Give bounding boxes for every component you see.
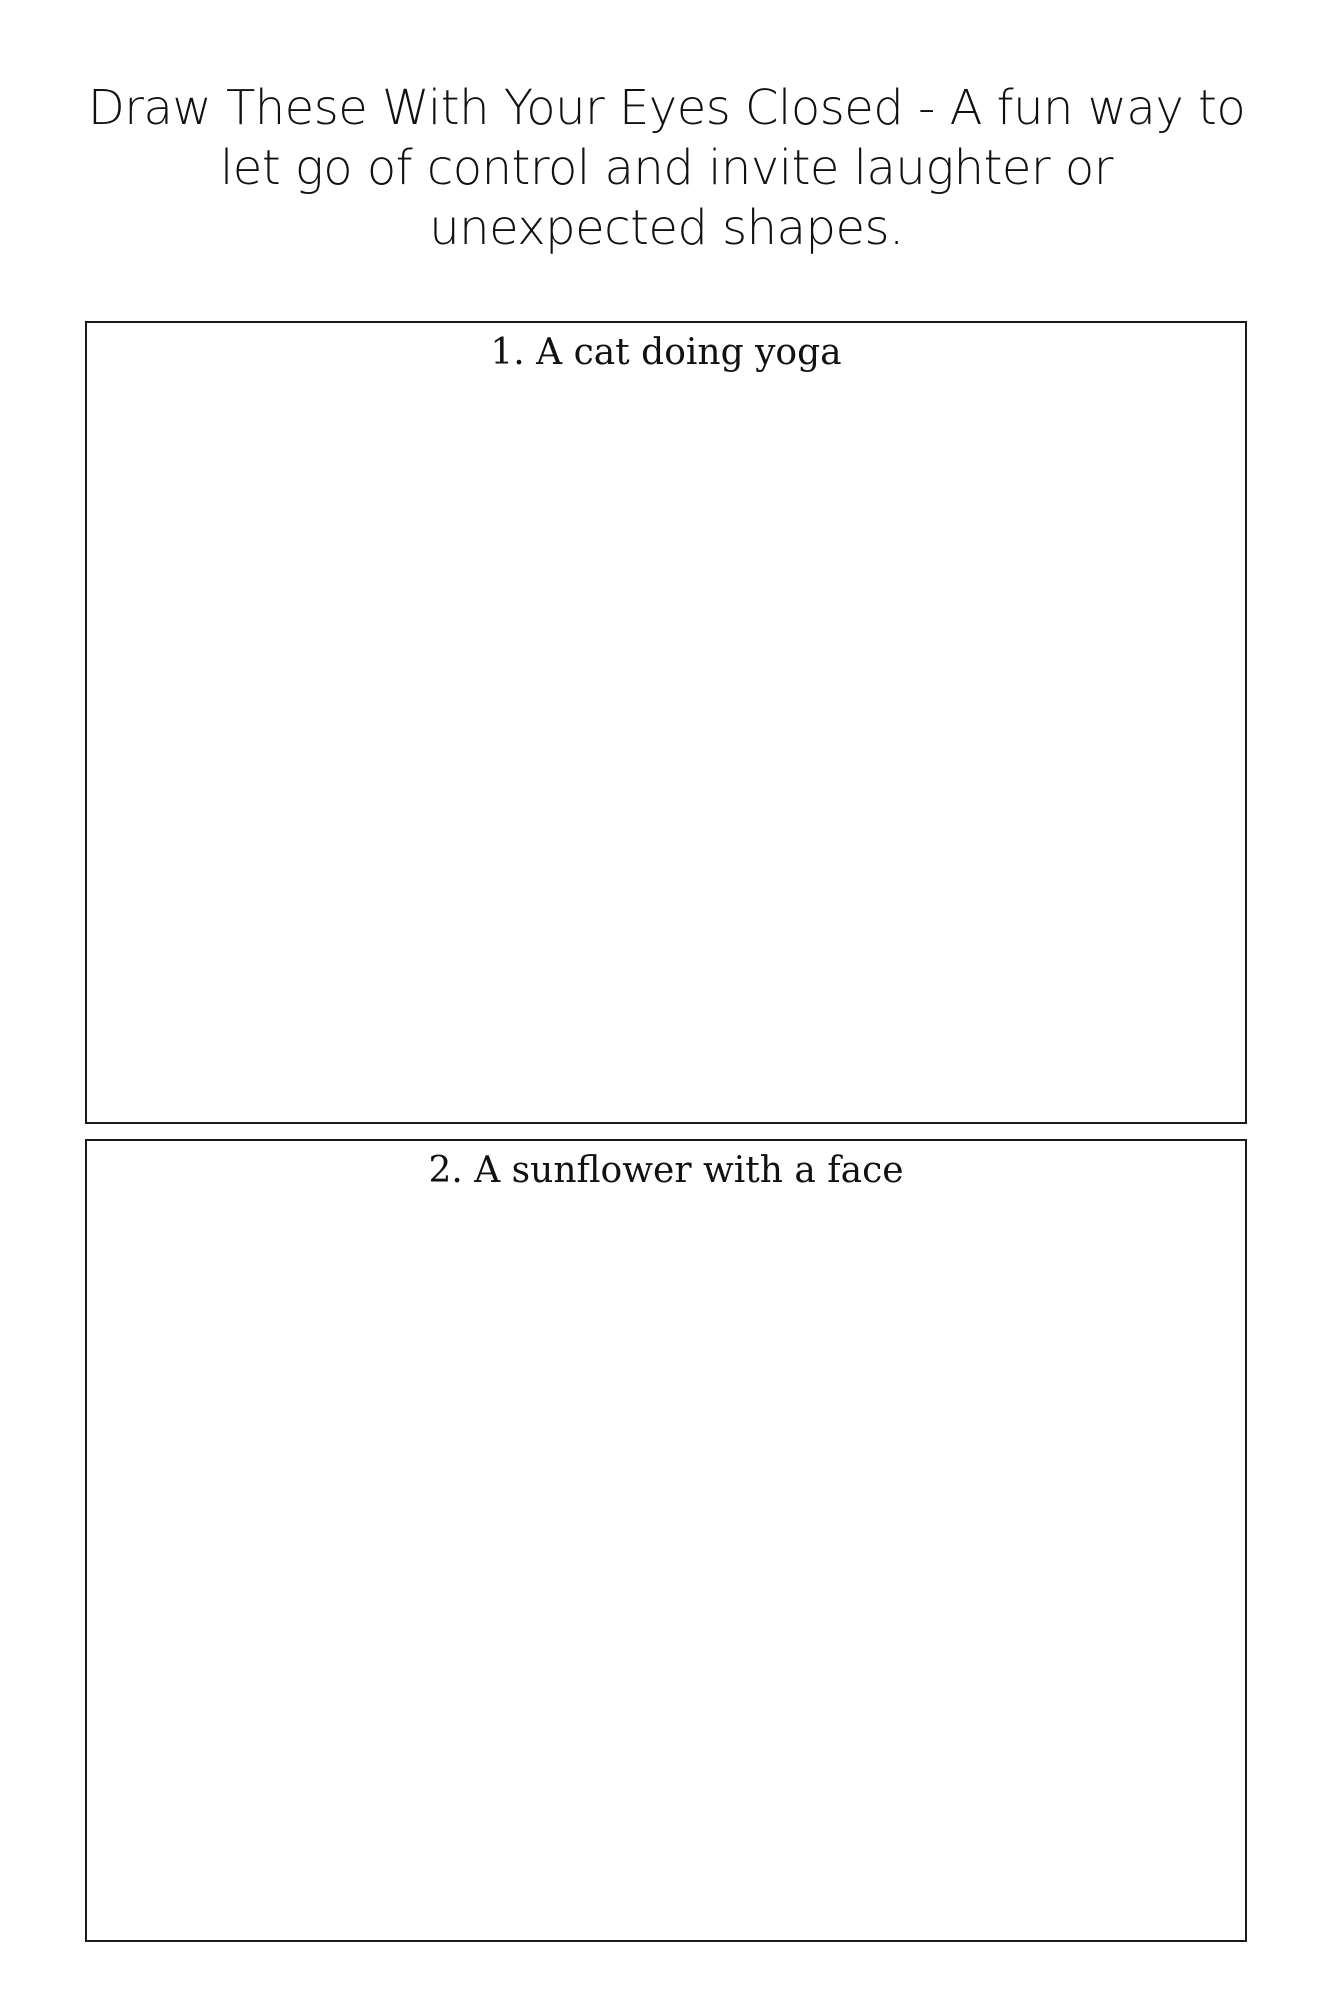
- prompt-label: 2. A sunflower with a face: [428, 1150, 904, 1191]
- drawing-box-sunflower-face[interactable]: [85, 1139, 1247, 1942]
- worksheet-title: Draw These With Your Eyes Closed - A fun way to let go of control and invite laughter or unexpected shapes.: [87, 80, 1246, 256]
- drawing-box-cat-yoga[interactable]: [85, 321, 1247, 1124]
- prompt-label: 1. A cat doing yoga: [490, 332, 842, 373]
